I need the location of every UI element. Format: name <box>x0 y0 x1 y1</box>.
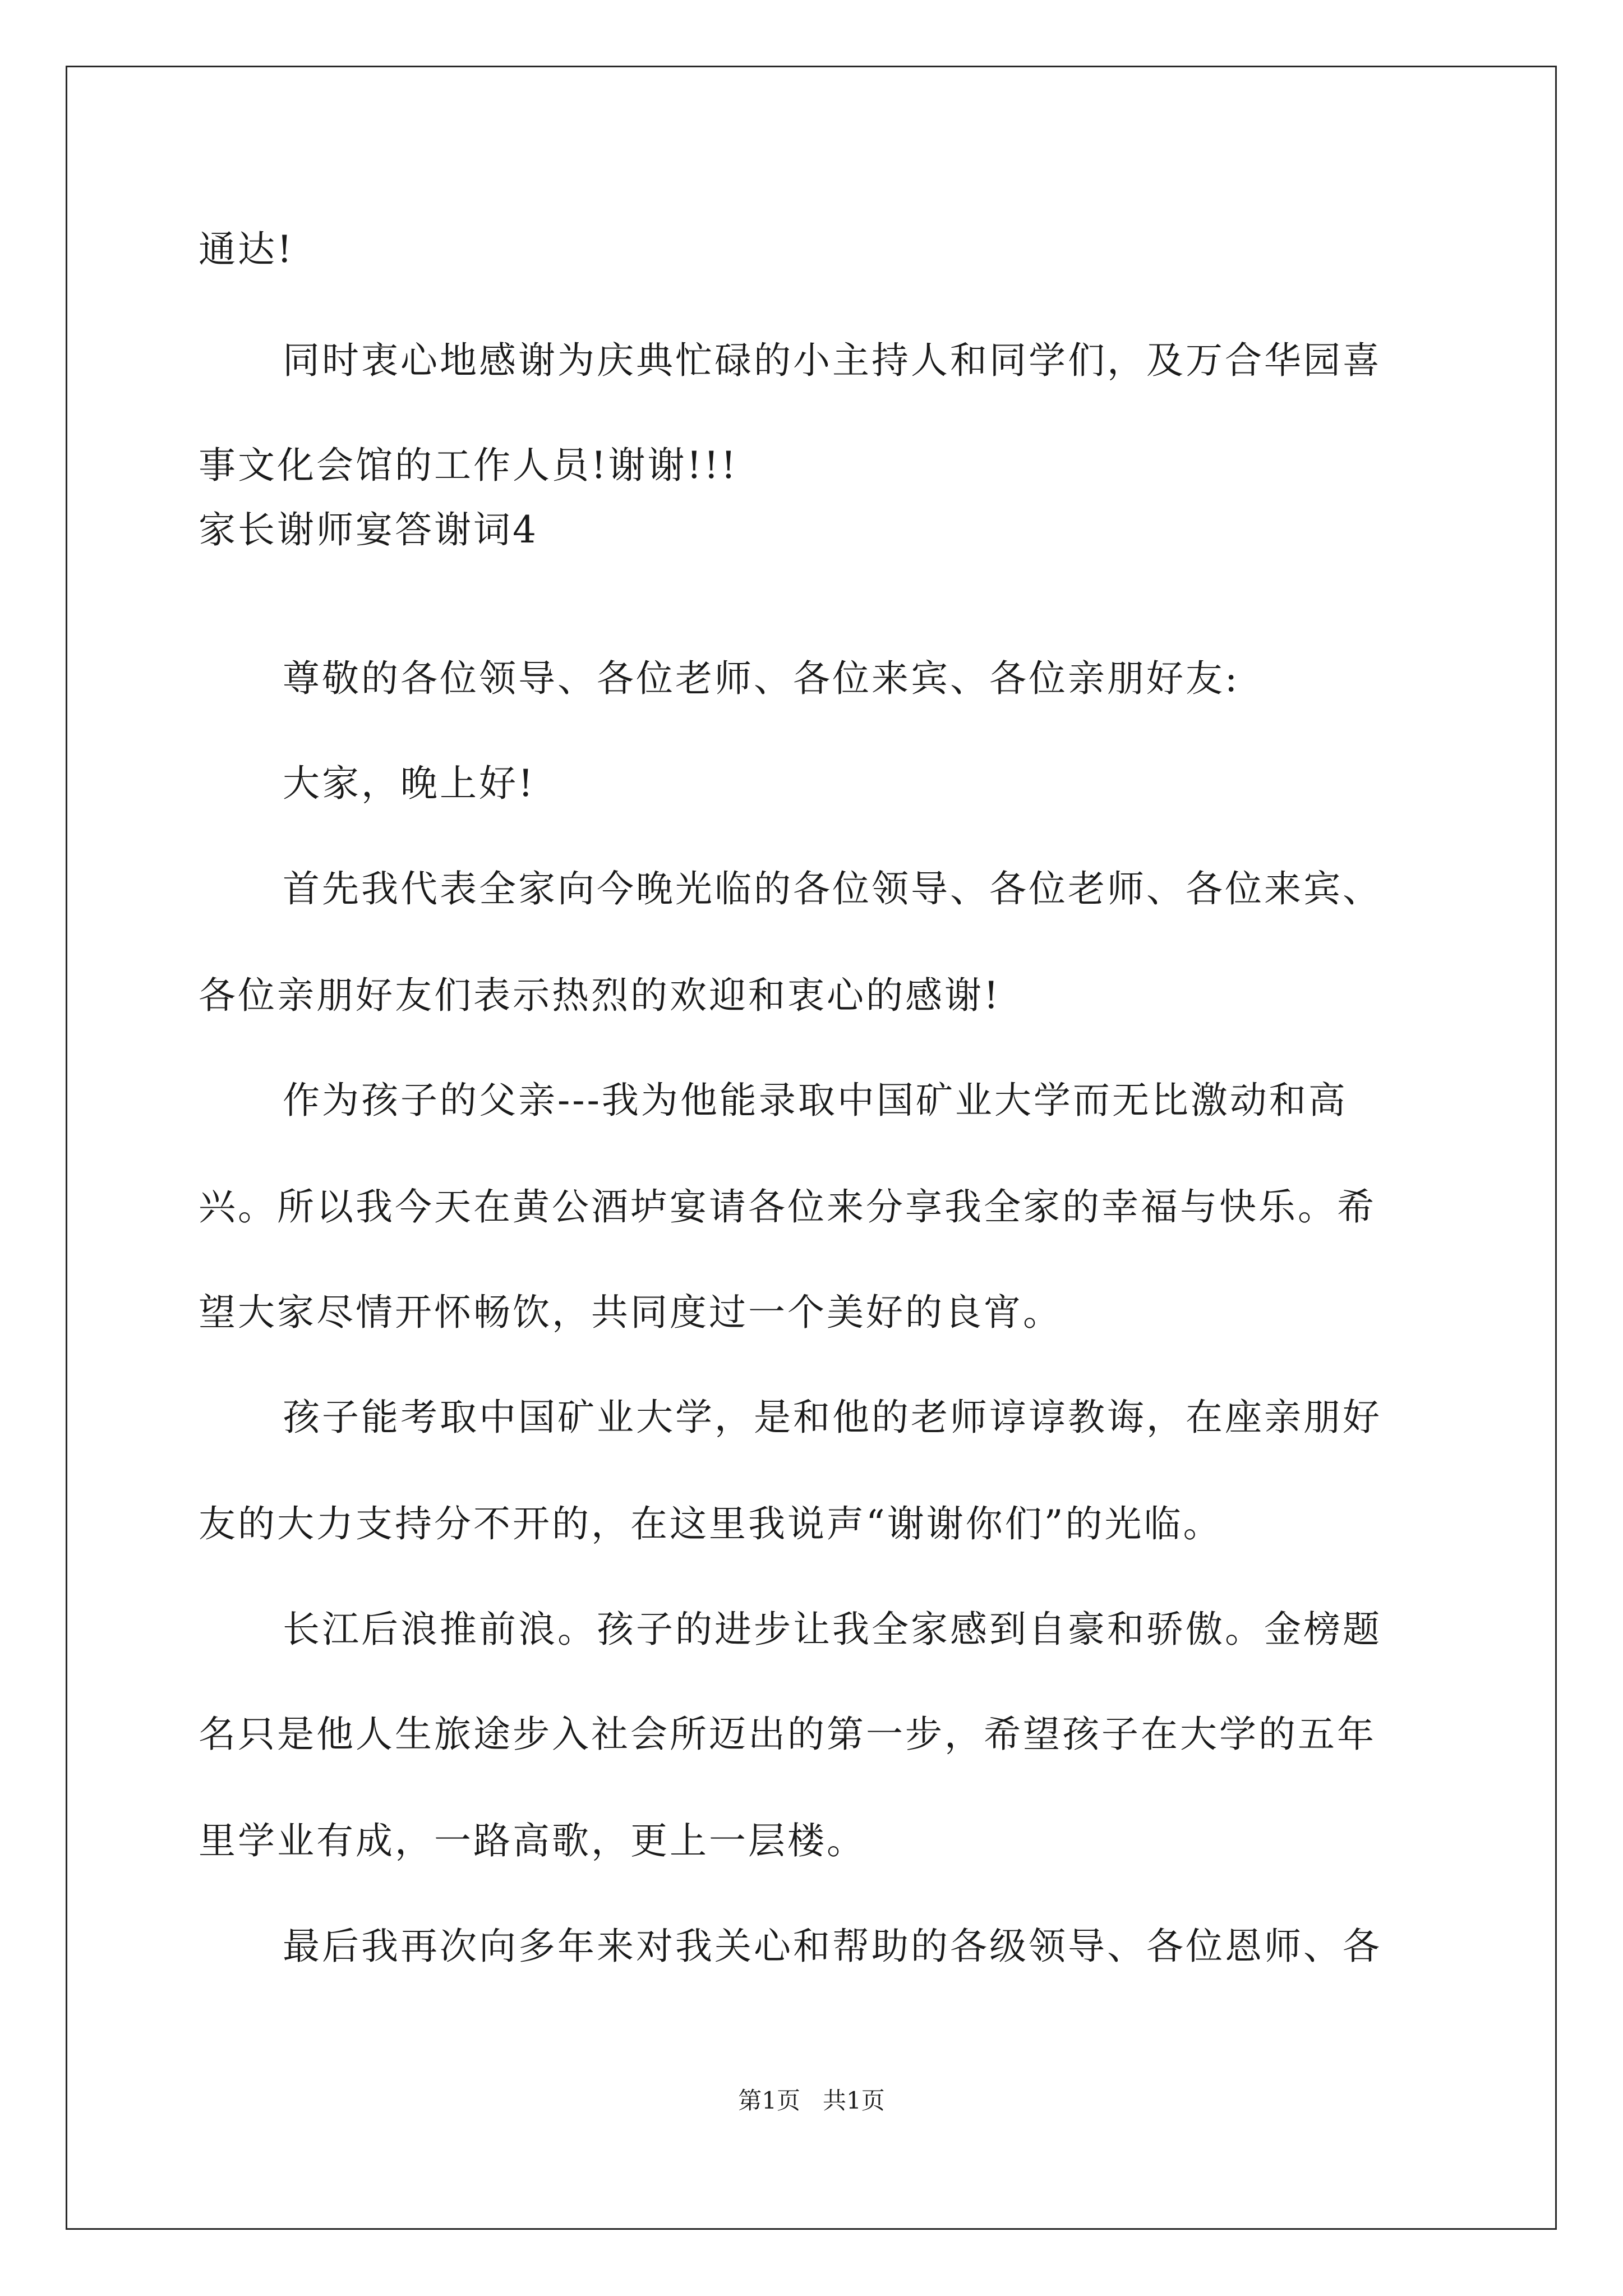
paragraph-line: 事文化会馆的工作人员!谢谢!!! <box>199 444 739 487</box>
paragraph-line: 同时衷心地感谢为庆典忙碌的小主持人和同学们，及万合华园喜 <box>283 339 1382 382</box>
paragraph-line: 首先我代表全家向今晚光临的各位领导、各位老师、各位来宾、 <box>283 867 1382 910</box>
paragraph-line: 名只是他人生旅途步入社会所迈出的第一步，希望孩子在大学的五年 <box>199 1713 1376 1756</box>
paragraph-line: 大家，晚上好! <box>283 762 536 805</box>
paragraph-line: 通达! <box>199 228 294 271</box>
paragraph-line: 最后我再次向多年来对我关心和帮助的各级领导、各位恩师、各 <box>283 1925 1382 1968</box>
page-number-footer: 第1页 共1页 <box>738 2087 885 2114</box>
paragraph-line: 兴。所以我今天在黄公酒垆宴请各位来分享我全家的幸福与快乐。希 <box>199 1185 1376 1228</box>
paragraph-line: 望大家尽情开怀畅饮，共同度过一个美好的良宵。 <box>199 1291 1062 1334</box>
page-border <box>66 66 1557 2230</box>
paragraph-line: 友的大力支持分不开的，在这里我说声“谢谢你们”的光临。 <box>199 1502 1223 1545</box>
paragraph-line: 各位亲朋好友们表示热烈的欢迎和衷心的感谢! <box>199 974 1001 1017</box>
paragraph-line: 孩子能考取中国矿业大学，是和他的老师谆谆教诲，在座亲朋好 <box>283 1396 1382 1439</box>
salutation-line: 尊敬的各位领导、各位老师、各位来宾、各位亲朋好友: <box>283 657 1240 700</box>
paragraph-line: 长江后浪推前浪。孩子的进步让我全家感到自豪和骄傲。金榜题 <box>283 1608 1382 1651</box>
paragraph-line: 作为孩子的父亲---我为他能录取中国矿业大学而无比激动和高 <box>283 1079 1348 1122</box>
paragraph-line: 里学业有成，一路高歌，更上一层楼。 <box>199 1819 866 1862</box>
section-heading: 家长谢师宴答谢词4 <box>199 508 538 551</box>
